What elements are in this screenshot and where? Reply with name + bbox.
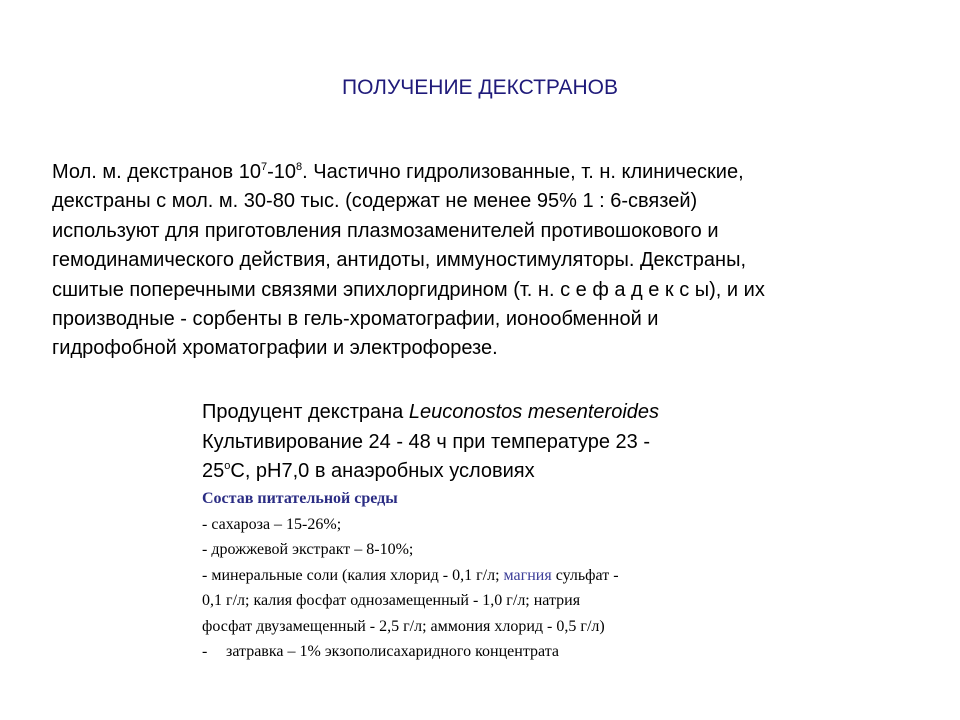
bullet-dash: - <box>202 643 208 660</box>
paragraph-line-2: декстраны с мол. м. 30-80 тыс. (содержат не менее 95% 1 : 6-связей) <box>52 190 698 213</box>
text-segment: Мол. м. декстранов 10 <box>52 161 261 183</box>
producer-line-1 <box>202 398 822 428</box>
text-segment: затравка – 1% экзополисахаридного концентрата <box>226 643 559 660</box>
text-segment: 25 <box>202 460 225 482</box>
medium-item-salts-line-2: 0,1 г/л; калия фосфат однозамещенный - 1,0 г/л; натрия <box>202 592 581 609</box>
highlighted-word: магния <box>503 566 552 584</box>
slide-title: ПОЛУЧЕНИЕ ДЕКСТРАНОВ <box>341 76 619 99</box>
superscript: 7 <box>260 161 268 173</box>
text-segment: сульфат - <box>551 566 619 584</box>
paragraph-line-5: сшитые поперечными связями эпихлоргидрином (т. н. с е ф а д е к с ы), и их <box>52 278 765 301</box>
organism-name: Leuconostos mesenteroides <box>408 401 660 423</box>
medium-heading: Состав питательной среды <box>202 490 398 507</box>
text-segment: . Частично гидролизованные, т. н. клинические, <box>302 161 744 183</box>
text-segment: С, рН7,0 в анаэробных условиях <box>230 460 535 482</box>
medium-item-salts-line-3: фосфат двузамещенный - 2,5 г/л; аммония хлорид - 0,5 г/л) <box>202 617 605 635</box>
paragraph-line-7: гидрофобной хроматографии и электрофорезе. <box>52 337 498 360</box>
medium-item-salts <box>202 563 822 589</box>
nutrient-medium-block <box>202 486 822 665</box>
medium-item-inoculum <box>202 639 822 665</box>
paragraph-line-1 <box>52 158 932 187</box>
producer-block <box>202 398 822 487</box>
medium-item-sucrose: - сахароза – 15-26%; <box>202 515 342 533</box>
paragraph-line-4: гемодинамического действия, антидоты, иммуностимуляторы. Декстраны, <box>52 249 747 272</box>
text-segment: - минеральные соли (калия хлорид - 0,1 г/л; <box>202 566 504 584</box>
text-segment: -10 <box>267 161 297 183</box>
paragraph-line-6: производные - сорбенты в гель-хроматографии, ионообменной и <box>52 308 659 331</box>
degree-mark: о <box>224 460 231 472</box>
producer-line-2: Культивирование 24 - 48 ч при температуре 23 - <box>202 430 651 453</box>
paragraph-line-3: используют для приготовления плазмозаменителей противошокового и <box>52 219 719 242</box>
medium-item-yeast-extract: - дрожжевой экстракт – 8-10%; <box>202 541 414 558</box>
producer-line-3 <box>202 457 822 487</box>
main-paragraph <box>52 158 932 364</box>
superscript: 8 <box>296 161 303 173</box>
text-segment: Продуцент декстрана <box>202 401 409 423</box>
